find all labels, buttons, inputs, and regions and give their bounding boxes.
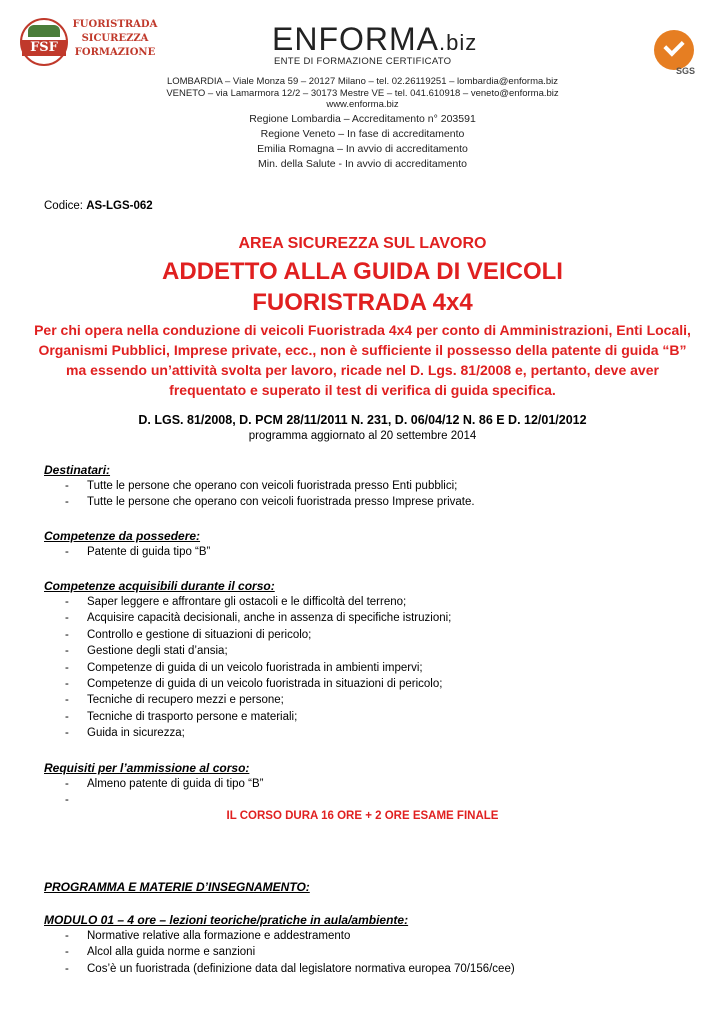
update-date: programma aggiornato al 20 settembre 2014 (248, 430, 477, 442)
list-item: - Cos’è un fuoristrada (definizione data dal legislatore normativa europea 70/156/cee) (65, 962, 515, 975)
list: - Almeno patente di guida di tipo “B” - (44, 776, 684, 792)
accreditations (160, 112, 565, 172)
area-title: AREA SICUREZZA SUL LAVORO (238, 235, 487, 252)
list-item-text: Controllo e gestione di situazioni di pericolo; (87, 628, 312, 641)
list-item-text: Acquisire capacità decisionali, anche in assenza di specifiche istruzioni; (87, 612, 452, 625)
list-item-text: Competenze di guida di un veicolo fuoristrada in ambienti impervi; (87, 661, 423, 674)
list-item: - Gestione degli stati d’ansia; (65, 645, 228, 658)
accreditation-line: Emilia Romagna – In avvio di accreditamento (257, 143, 468, 155)
course-code (44, 200, 153, 212)
accreditation-line: Regione Veneto – In fase di accreditamento (260, 128, 465, 140)
list-item: - Tecniche di recupero mezzi e persone; (65, 694, 284, 707)
fsf-name-line: FUORISTRADA (72, 19, 158, 30)
fsf-name-line: FORMAZIONE (74, 47, 156, 58)
list-item-text: Alcol alla guida norme e sanzioni (87, 946, 256, 959)
list-item-text: Tutte le persone che operano con veicoli fuoristrada presso Enti pubblici; (87, 480, 458, 492)
list-item: - Acquisire capacità decisionali, anche in assenza di specifiche istruzioni; (65, 612, 452, 625)
course-code-value: AS-LGS-062 (86, 200, 153, 212)
section-title: Destinatari: (44, 463, 111, 477)
accreditation-line: Min. della Salute - In avvio di accreditamento (258, 158, 467, 170)
list-item-text: Gestione degli stati d’ansia; (87, 645, 228, 658)
list-item: - Controllo e gestione di situazioni di pericolo; (65, 628, 312, 641)
list-item-text: Normative relative alla formazione e addestramento (87, 930, 351, 942)
sgs-certification-logo (642, 30, 702, 78)
check-icon (663, 35, 684, 56)
list-item: - Tecniche di trasporto persone e materiali; (65, 710, 298, 723)
fsf-name (70, 18, 160, 60)
main-title-line2: FUORISTRADA 4x4 (252, 289, 473, 316)
list-item-text: Tecniche di trasporto persone e materiali; (87, 710, 298, 723)
list-item-text: Guida in sicurezza; (87, 727, 185, 740)
course-duration: IL CORSO DURA 16 ORE + 2 ORE ESAME FINALE (226, 810, 499, 822)
list (44, 478, 684, 511)
list-item: - Saper leggere e affrontare gli ostacoli e le difficoltà del terreno; (65, 596, 407, 608)
list-item-text: Tutte le persone che operano con veicoli fuoristrada presso Imprese private. (87, 496, 475, 509)
fsf-logo-emblem (20, 18, 68, 66)
document-header (0, 0, 725, 175)
legal-references: D. LGS. 81/2008, D. PCM 28/11/2011 N. 231, D. 06/04/12 N. 86 E D. 12/01/2012 (138, 413, 587, 427)
section-competenze-possedere (44, 528, 684, 560)
sgs-label: SGS (676, 66, 696, 76)
section-programma (44, 879, 684, 895)
section-title: Requisiti per l’ammissione al corso: (44, 761, 250, 775)
list-item-text: Almeno patente di guida di tipo “B” (87, 778, 264, 790)
section-competenze-acquisibili (44, 578, 684, 742)
list (44, 544, 684, 560)
section-title: MODULO 01 – 4 ore – lezioni teoriche/pratiche in aula/ambiente: (44, 913, 409, 927)
fsf-abbr: FSF (22, 40, 66, 56)
contact-info (120, 76, 605, 111)
enforma-tagline: ENTE DI FORMAZIONE CERTIFICATO (274, 56, 452, 67)
accreditation-line: Regione Lombardia – Accreditamento n° 203591 (249, 113, 476, 125)
title-block (30, 232, 695, 400)
sgs-badge (654, 30, 694, 70)
section-modulo-01 (44, 912, 684, 977)
list-item: - Normative relative alla formazione e addestramento (65, 930, 351, 942)
list-item: - Competenze di guida di un veicolo fuoristrada in situazioni di pericolo; (65, 678, 443, 691)
section-requisiti (44, 760, 684, 807)
contact-line: VENETO – via Lamarmora 12/2 – 30173 Mestre VE – tel. 041.610918 – veneto@enforma.biz (166, 87, 559, 99)
list-item: - Almeno patente di guida di tipo “B” (65, 778, 264, 790)
list-item-text: Competenze di guida di un veicolo fuoristrada in situazioni di pericolo; (87, 678, 443, 691)
list-item-text: Saper leggere e affrontare gli ostacoli e le difficoltà del terreno; (87, 596, 407, 608)
course-description: Per chi opera nella conduzione di veicoli Fuoristrada 4x4 per conto di Amministrazioni, Enti Locali, Organismi Pubblici, Imprese private, ecc., non è sufficiente il possesso della patente di guida “B” ma essendo un’attività svolta per lavoro, ricade nel D. Lgs. 81/2008 e, pertanto, deve aver frequentato e superato il test di verifica di guida specifica. (34, 322, 691, 398)
list-item: - Patente di guida tipo “B” (65, 546, 211, 558)
list-item: - Guida in sicurezza; (65, 727, 185, 740)
enforma-tld: .biz (439, 30, 478, 55)
website-link: www.enforma.biz (326, 99, 399, 110)
fsf-name-line: SICUREZZA (81, 33, 149, 44)
section-destinatari (44, 462, 684, 511)
list-item: - Competenze di guida di un veicolo fuoristrada in ambienti impervi; (65, 661, 423, 674)
fsf-emblem-top (28, 25, 60, 37)
list-item-text: Tecniche di recupero mezzi e persone; (87, 694, 284, 707)
list-item: - Tutte le persone che operano con veicoli fuoristrada presso Imprese private. (65, 496, 475, 509)
list-item: - Tutte le persone che operano con veicoli fuoristrada presso Enti pubblici; (65, 480, 458, 492)
enforma-logo (270, 21, 478, 70)
section-title: PROGRAMMA E MATERIE D’INSEGNAMENTO: (44, 880, 310, 894)
list (44, 928, 684, 977)
course-code-label: Codice: (44, 200, 83, 212)
list-item-text: Patente di guida tipo “B” (87, 546, 211, 558)
list-item-text: Cos’è un fuoristrada (definizione data dal legislatore normativa europea 70/156/cee) (87, 962, 515, 975)
main-title-line1: ADDETTO ALLA GUIDA DI VEICOLI (162, 258, 563, 285)
list (44, 594, 684, 742)
contact-line: LOMBARDIA – Viale Monza 59 – 20127 Milano – tel. 02.26119251 – lombardia@enforma.biz (166, 76, 559, 87)
section-title: Competenze acquisibili durante il corso: (44, 579, 275, 593)
enforma-name: ENFORMA (272, 21, 439, 57)
enforma-wordmark (272, 22, 477, 60)
list-item: - Alcol alla guida norme e sanzioni (65, 946, 256, 959)
section-title: Competenze da possedere: (44, 529, 201, 543)
